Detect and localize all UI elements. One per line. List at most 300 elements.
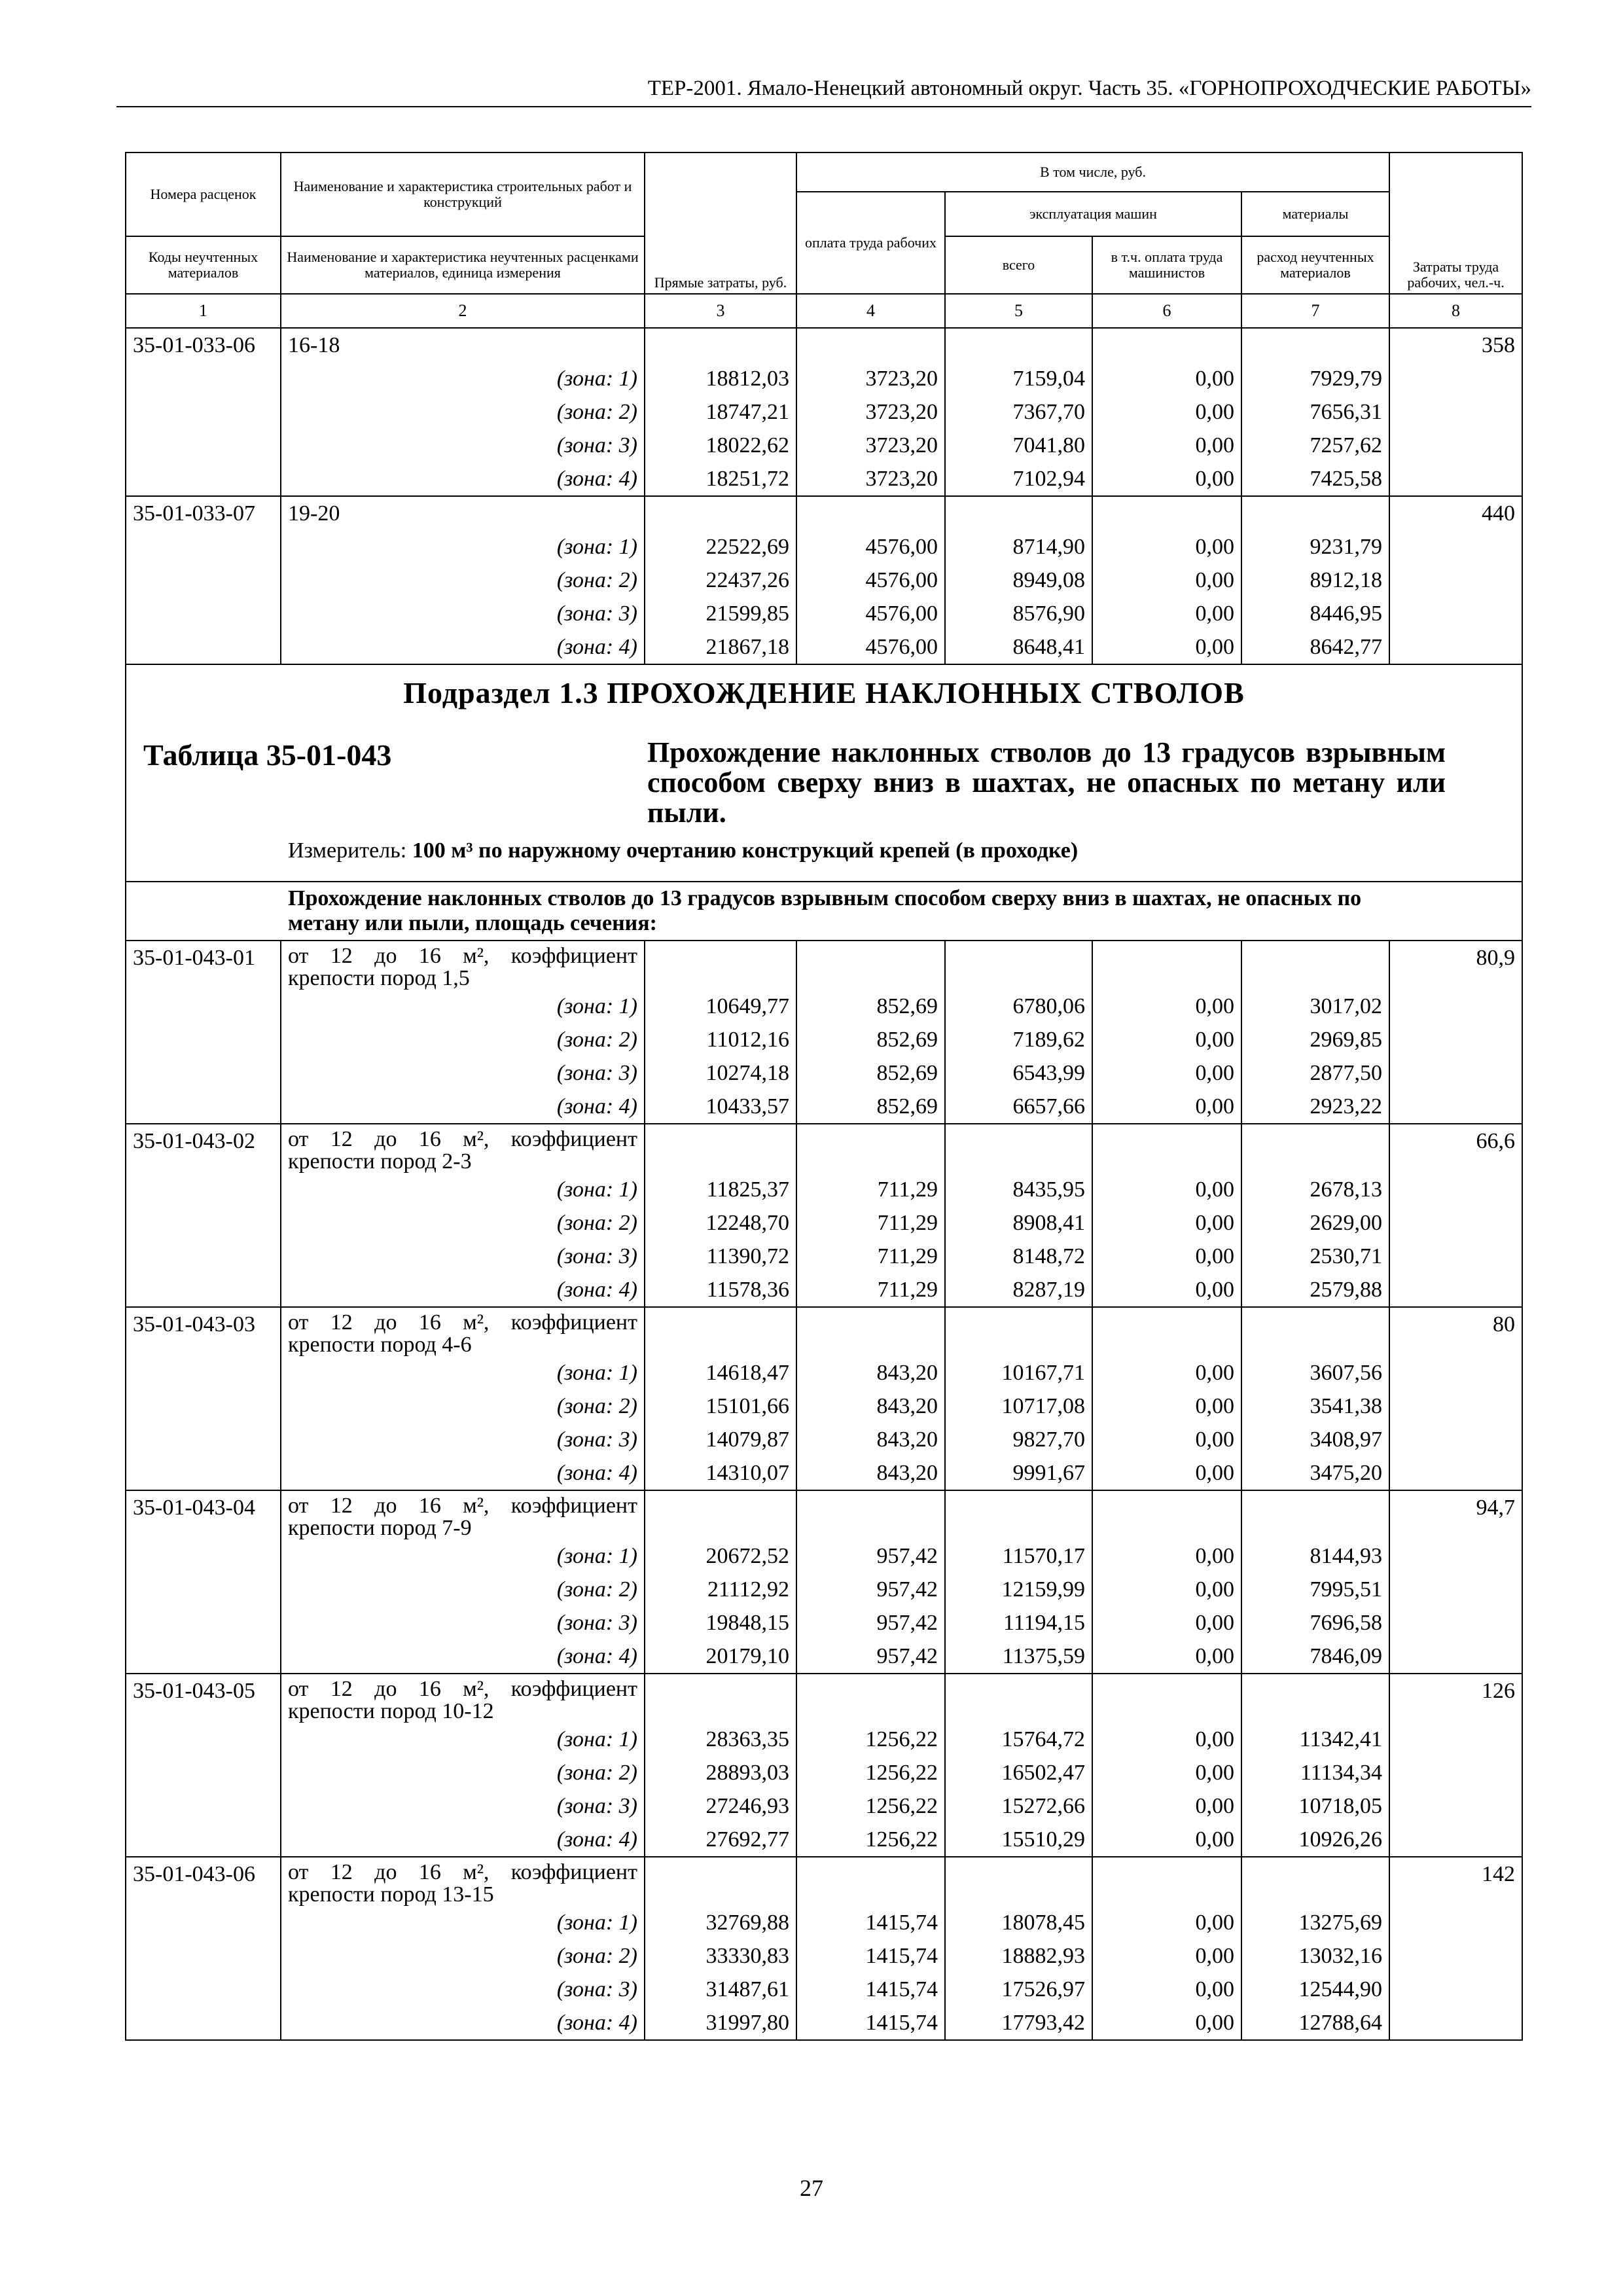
wages-cost: 1256,22 — [796, 1723, 945, 1756]
operators-cost: 0,00 — [1092, 395, 1241, 429]
wages-cost: 711,29 — [796, 1173, 945, 1206]
empty-cell — [645, 1124, 796, 1173]
machines-cost: 7367,70 — [945, 395, 1092, 429]
machines-cost: 15764,72 — [945, 1723, 1092, 1756]
operators-cost: 0,00 — [1092, 630, 1241, 664]
operators-cost: 0,00 — [1092, 2006, 1241, 2040]
empty-cell — [1092, 1674, 1241, 1723]
operators-cost: 0,00 — [1092, 530, 1241, 564]
table-number: Таблица 35-01-043 — [143, 738, 392, 772]
empty-cell — [796, 1674, 945, 1723]
empty-cell — [945, 1490, 1092, 1539]
machines-cost: 10717,08 — [945, 1390, 1092, 1423]
zone-label: (зона: 3) — [281, 1423, 645, 1456]
empty-cell — [1241, 496, 1389, 530]
materials-cost: 13032,16 — [1241, 1939, 1389, 1973]
machines-cost: 17793,42 — [945, 2006, 1092, 2040]
wages-cost: 843,20 — [796, 1423, 945, 1456]
labor-cost: 142 — [1389, 1857, 1522, 1906]
empty-cell — [126, 1056, 281, 1090]
materials-cost: 2579,88 — [1241, 1273, 1389, 1307]
machines-cost: 8714,90 — [945, 530, 1092, 564]
empty-cell — [1389, 1823, 1522, 1857]
empty-cell — [645, 1674, 796, 1723]
machines-cost: 6543,99 — [945, 1056, 1092, 1090]
empty-cell — [126, 1240, 281, 1273]
zone-label: (зона: 4) — [281, 1273, 645, 1307]
empty-cell — [1389, 1240, 1522, 1273]
empty-cell — [1092, 1490, 1241, 1539]
zone-label: (зона: 4) — [281, 1823, 645, 1857]
machines-cost: 8949,08 — [945, 564, 1092, 597]
empty-cell — [126, 429, 281, 462]
col-in-total: В том числе, руб. — [796, 152, 1389, 192]
machines-cost: 17526,97 — [945, 1973, 1092, 2006]
zone-row — [126, 1206, 1522, 1240]
wages-cost: 3723,20 — [796, 462, 945, 496]
table-body-top — [126, 328, 1522, 664]
operators-cost: 0,00 — [1092, 597, 1241, 630]
operators-cost: 0,00 — [1092, 1356, 1241, 1390]
table-header — [126, 152, 1522, 328]
empty-cell — [126, 1390, 281, 1423]
zone-label: (зона: 1) — [281, 1173, 645, 1206]
zone-label: (зона: 1) — [281, 530, 645, 564]
empty-cell — [1389, 1273, 1522, 1307]
empty-cell — [645, 496, 796, 530]
empty-cell — [1389, 1423, 1522, 1456]
wages-cost: 3723,20 — [796, 429, 945, 462]
operators-cost: 0,00 — [1092, 1756, 1241, 1789]
machines-cost: 9991,67 — [945, 1456, 1092, 1490]
direct-cost: 18812,03 — [645, 362, 796, 395]
rate-name: от 12 до 16 м², коэффициент крепости пород 2-3 — [281, 1124, 645, 1173]
materials-cost: 9231,79 — [1241, 530, 1389, 564]
direct-cost: 27246,93 — [645, 1789, 796, 1823]
zone-row — [126, 1023, 1522, 1056]
empty-cell — [645, 941, 796, 990]
empty-cell — [1092, 1307, 1241, 1356]
materials-cost: 10926,26 — [1241, 1823, 1389, 1857]
empty-cell — [1241, 1490, 1389, 1539]
direct-cost: 10649,77 — [645, 990, 796, 1023]
wages-cost: 1256,22 — [796, 1756, 945, 1789]
empty-cell — [126, 1823, 281, 1857]
empty-cell — [1389, 530, 1522, 564]
zone-label: (зона: 2) — [281, 1390, 645, 1423]
meter — [288, 838, 1522, 863]
direct-cost: 14618,47 — [645, 1356, 796, 1390]
empty-cell — [1389, 1756, 1522, 1789]
wages-cost: 4576,00 — [796, 564, 945, 597]
machines-cost: 18882,93 — [945, 1939, 1092, 1973]
empty-cell — [645, 1490, 796, 1539]
col-machines: эксплуатация машин — [945, 192, 1241, 236]
empty-cell — [126, 1906, 281, 1939]
zone-label: (зона: 4) — [281, 1090, 645, 1124]
col-material-codes: Коды неучтенных материалов — [126, 236, 281, 294]
rate-row — [126, 1307, 1522, 1356]
machines-cost: 7189,62 — [945, 1023, 1092, 1056]
operators-cost: 0,00 — [1092, 1573, 1241, 1606]
page-number: 27 — [800, 2175, 823, 2201]
labor-cost: 358 — [1389, 328, 1522, 362]
operators-cost: 0,00 — [1092, 1723, 1241, 1756]
rate-row — [126, 1124, 1522, 1173]
empty-cell — [126, 1456, 281, 1490]
machines-cost: 9827,70 — [945, 1423, 1092, 1456]
wages-cost: 843,20 — [796, 1456, 945, 1490]
materials-cost: 3541,38 — [1241, 1390, 1389, 1423]
empty-cell — [1389, 2006, 1522, 2040]
rate-name: от 12 до 16 м², коэффициент крепости пород 10-12 — [281, 1674, 645, 1723]
empty-cell — [1389, 630, 1522, 664]
empty-cell — [1389, 1356, 1522, 1390]
materials-cost: 8446,95 — [1241, 597, 1389, 630]
zone-label: (зона: 3) — [281, 1973, 645, 2006]
materials-cost: 12788,64 — [1241, 2006, 1389, 2040]
zone-row — [126, 1539, 1522, 1573]
machines-cost: 10167,71 — [945, 1356, 1092, 1390]
materials-cost: 10718,05 — [1241, 1789, 1389, 1823]
machines-cost: 15510,29 — [945, 1823, 1092, 1857]
empty-cell — [1241, 1857, 1389, 1906]
machines-cost: 12159,99 — [945, 1573, 1092, 1606]
empty-cell — [796, 1857, 945, 1906]
wages-cost: 957,42 — [796, 1573, 945, 1606]
empty-cell — [1389, 1056, 1522, 1090]
col-direct-costs: Прямые затраты, руб. — [645, 152, 796, 294]
wages-cost: 711,29 — [796, 1240, 945, 1273]
wages-cost: 1415,74 — [796, 2006, 945, 2040]
materials-cost: 13275,69 — [1241, 1906, 1389, 1939]
direct-cost: 31997,80 — [645, 2006, 796, 2040]
empty-cell — [796, 1490, 945, 1539]
materials-cost: 8642,77 — [1241, 630, 1389, 664]
operators-cost: 0,00 — [1092, 362, 1241, 395]
zone-label: (зона: 1) — [281, 1539, 645, 1573]
materials-cost: 3017,02 — [1241, 990, 1389, 1023]
zone-label: (зона: 1) — [281, 1723, 645, 1756]
machines-cost: 8908,41 — [945, 1206, 1092, 1240]
operators-cost: 0,00 — [1092, 1423, 1241, 1456]
materials-cost: 3475,20 — [1241, 1456, 1389, 1490]
materials-cost: 8144,93 — [1241, 1539, 1389, 1573]
empty-cell — [945, 1857, 1092, 1906]
col-materials-expense: расход неучтенных материалов — [1241, 236, 1389, 294]
rate-row — [126, 496, 1522, 530]
zone-row — [126, 1173, 1522, 1206]
direct-cost: 18022,62 — [645, 429, 796, 462]
empty-cell — [1389, 395, 1522, 429]
zone-row — [126, 2006, 1522, 2040]
zone-label: (зона: 1) — [281, 1356, 645, 1390]
empty-cell — [945, 328, 1092, 362]
direct-cost: 21599,85 — [645, 597, 796, 630]
machines-cost: 7041,80 — [945, 429, 1092, 462]
materials-cost: 2923,22 — [1241, 1090, 1389, 1124]
operators-cost: 0,00 — [1092, 1173, 1241, 1206]
empty-cell — [126, 1640, 281, 1674]
table-body-bottom — [126, 941, 1522, 2040]
wages-cost: 4576,00 — [796, 597, 945, 630]
col-rate-numbers: Номера расценок — [126, 152, 281, 236]
machines-cost: 11375,59 — [945, 1640, 1092, 1674]
rate-name: от 12 до 16 м², коэффициент крепости пород 1,5 — [281, 941, 645, 990]
wages-cost: 1415,74 — [796, 1973, 945, 2006]
direct-cost: 12248,70 — [645, 1206, 796, 1240]
operators-cost: 0,00 — [1092, 1789, 1241, 1823]
rate-code: 35-01-043-05 — [126, 1674, 281, 1723]
zone-label: (зона: 2) — [281, 1023, 645, 1056]
zone-label: (зона: 2) — [281, 1756, 645, 1789]
wages-cost: 852,69 — [796, 1056, 945, 1090]
materials-cost: 7257,62 — [1241, 429, 1389, 462]
zone-label: (зона: 3) — [281, 1240, 645, 1273]
empty-cell — [1241, 1307, 1389, 1356]
empty-cell — [126, 362, 281, 395]
empty-cell — [1092, 1124, 1241, 1173]
empty-cell — [126, 1423, 281, 1456]
empty-cell — [1092, 1857, 1241, 1906]
zone-label: (зона: 4) — [281, 1640, 645, 1674]
empty-cell — [945, 1674, 1092, 1723]
empty-cell — [1389, 362, 1522, 395]
zone-row — [126, 1723, 1522, 1756]
empty-cell — [1389, 1573, 1522, 1606]
zone-label: (зона: 2) — [281, 564, 645, 597]
operators-cost: 0,00 — [1092, 1240, 1241, 1273]
zone-row — [126, 1573, 1522, 1606]
machines-cost: 11194,15 — [945, 1606, 1092, 1640]
zone-row — [126, 1939, 1522, 1973]
zone-label: (зона: 1) — [281, 362, 645, 395]
direct-cost: 33330,83 — [645, 1939, 796, 1973]
empty-cell — [126, 1173, 281, 1206]
zone-row — [126, 429, 1522, 462]
direct-cost: 31487,61 — [645, 1973, 796, 2006]
zone-label: (зона: 2) — [281, 1206, 645, 1240]
rate-name: от 12 до 16 м², коэффициент крепости пород 4-6 — [281, 1307, 645, 1356]
machines-cost: 6780,06 — [945, 990, 1092, 1023]
rate-name: от 12 до 16 м², коэффициент крепости пород 7-9 — [281, 1490, 645, 1539]
machines-cost: 8435,95 — [945, 1173, 1092, 1206]
empty-cell — [1389, 1090, 1522, 1124]
zone-row — [126, 1823, 1522, 1857]
zone-row — [126, 597, 1522, 630]
empty-cell — [126, 1023, 281, 1056]
zone-row — [126, 362, 1522, 395]
col-number: 6 — [1092, 294, 1241, 328]
rate-code: 35-01-043-06 — [126, 1857, 281, 1906]
rate-row — [126, 1674, 1522, 1723]
wages-cost: 711,29 — [796, 1273, 945, 1307]
empty-cell — [126, 1789, 281, 1823]
machines-cost: 15272,66 — [945, 1789, 1092, 1823]
col-number: 7 — [1241, 294, 1389, 328]
empty-cell — [126, 1606, 281, 1640]
direct-cost: 11825,37 — [645, 1173, 796, 1206]
empty-cell — [1241, 328, 1389, 362]
machines-cost: 8576,90 — [945, 597, 1092, 630]
empty-cell — [126, 990, 281, 1023]
materials-cost: 7995,51 — [1241, 1573, 1389, 1606]
machines-cost: 16502,47 — [945, 1756, 1092, 1789]
col-number: 2 — [281, 294, 645, 328]
wages-cost: 1256,22 — [796, 1789, 945, 1823]
empty-cell — [126, 395, 281, 429]
zone-row — [126, 1456, 1522, 1490]
empty-cell — [645, 1857, 796, 1906]
zone-label: (зона: 2) — [281, 1939, 645, 1973]
rate-name: 19-20 — [281, 496, 645, 530]
operators-cost: 0,00 — [1092, 1640, 1241, 1674]
wages-cost: 4576,00 — [796, 630, 945, 664]
empty-cell — [126, 1756, 281, 1789]
operators-cost: 0,00 — [1092, 1206, 1241, 1240]
operators-cost: 0,00 — [1092, 1539, 1241, 1573]
materials-cost: 2530,71 — [1241, 1240, 1389, 1273]
col-number: 4 — [796, 294, 945, 328]
zone-label: (зона: 3) — [281, 597, 645, 630]
empty-cell — [126, 530, 281, 564]
operators-cost: 0,00 — [1092, 429, 1241, 462]
rate-row — [126, 1857, 1522, 1906]
rate-name: от 12 до 16 м², коэффициент крепости пород 13-15 — [281, 1857, 645, 1906]
labor-cost: 94,7 — [1389, 1490, 1522, 1539]
zone-row — [126, 990, 1522, 1023]
zone-label: (зона: 2) — [281, 1573, 645, 1606]
machines-cost: 7159,04 — [945, 362, 1092, 395]
empty-cell — [796, 1307, 945, 1356]
empty-cell — [1389, 1606, 1522, 1640]
wages-cost: 957,42 — [796, 1640, 945, 1674]
section-banner — [126, 664, 1522, 941]
empty-cell — [1389, 1456, 1522, 1490]
machines-cost: 8148,72 — [945, 1240, 1092, 1273]
zone-row — [126, 1640, 1522, 1674]
empty-cell — [945, 1307, 1092, 1356]
direct-cost: 10433,57 — [645, 1090, 796, 1124]
col-labor: Затраты труда рабочих, чел.-ч. — [1389, 152, 1522, 294]
zone-row — [126, 462, 1522, 496]
direct-cost: 11578,36 — [645, 1273, 796, 1307]
empty-cell — [1389, 1539, 1522, 1573]
empty-cell — [126, 630, 281, 664]
wages-cost: 852,69 — [796, 1090, 945, 1124]
wages-cost: 3723,20 — [796, 395, 945, 429]
wages-cost: 852,69 — [796, 1023, 945, 1056]
empty-cell — [945, 941, 1092, 990]
direct-cost: 10274,18 — [645, 1056, 796, 1090]
wages-cost: 843,20 — [796, 1390, 945, 1423]
empty-cell — [1389, 564, 1522, 597]
rate-code: 35-01-033-07 — [126, 496, 281, 530]
zone-row — [126, 1240, 1522, 1273]
empty-cell — [1092, 496, 1241, 530]
zone-row — [126, 564, 1522, 597]
zone-label: (зона: 1) — [281, 1906, 645, 1939]
labor-cost: 66,6 — [1389, 1124, 1522, 1173]
materials-cost: 7929,79 — [1241, 362, 1389, 395]
zone-label: (зона: 4) — [281, 1456, 645, 1490]
meter-label: Измеритель: — [288, 838, 407, 863]
zone-row — [126, 1756, 1522, 1789]
empty-cell — [796, 941, 945, 990]
direct-cost: 20672,52 — [645, 1539, 796, 1573]
col-number: 8 — [1389, 294, 1522, 328]
direct-cost: 21867,18 — [645, 630, 796, 664]
direct-cost: 21112,92 — [645, 1573, 796, 1606]
materials-cost: 2877,50 — [1241, 1056, 1389, 1090]
materials-cost: 8912,18 — [1241, 564, 1389, 597]
empty-cell — [1389, 1973, 1522, 2006]
materials-cost: 2969,85 — [1241, 1023, 1389, 1056]
zone-row — [126, 1273, 1522, 1307]
materials-cost: 2678,13 — [1241, 1173, 1389, 1206]
wages-cost: 957,42 — [796, 1606, 945, 1640]
empty-cell — [1389, 1939, 1522, 1973]
materials-cost: 3607,56 — [1241, 1356, 1389, 1390]
direct-cost: 14079,87 — [645, 1423, 796, 1456]
wages-cost: 843,20 — [796, 1356, 945, 1390]
table-name: Прохождение наклонных стволов до 13 градусов взрывным способом сверху вниз в шахтах, не опасных по метану или пыли. — [647, 736, 1446, 829]
zone-label: (зона: 4) — [281, 630, 645, 664]
empty-cell — [1389, 1390, 1522, 1423]
direct-cost: 20179,10 — [645, 1640, 796, 1674]
wages-cost: 1415,74 — [796, 1906, 945, 1939]
zone-label: (зона: 3) — [281, 1056, 645, 1090]
operators-cost: 0,00 — [1092, 1056, 1241, 1090]
operators-cost: 0,00 — [1092, 1456, 1241, 1490]
labor-cost: 80,9 — [1389, 941, 1522, 990]
empty-cell — [645, 1307, 796, 1356]
empty-cell — [1389, 1789, 1522, 1823]
empty-cell — [126, 1206, 281, 1240]
empty-cell — [1389, 1906, 1522, 1939]
operators-cost: 0,00 — [1092, 1606, 1241, 1640]
empty-cell — [126, 1356, 281, 1390]
zone-row — [126, 1356, 1522, 1390]
empty-cell — [796, 1124, 945, 1173]
direct-cost: 22522,69 — [645, 530, 796, 564]
materials-cost: 2629,00 — [1241, 1206, 1389, 1240]
col-operators-wages: в т.ч. оплата труда машинистов — [1092, 236, 1241, 294]
materials-cost: 11134,34 — [1241, 1756, 1389, 1789]
empty-cell — [1241, 1124, 1389, 1173]
wages-cost: 1256,22 — [796, 1823, 945, 1857]
zone-label: (зона: 3) — [281, 1606, 645, 1640]
condition-text: Прохождение наклонных стволов до 13 градусов взрывным способом сверху вниз в шахтах, не опасных по метану или пыли, площадь сечения: — [126, 882, 1522, 941]
wages-cost: 711,29 — [796, 1206, 945, 1240]
materials-cost: 3408,97 — [1241, 1423, 1389, 1456]
operators-cost: 0,00 — [1092, 1023, 1241, 1056]
wages-cost: 1415,74 — [796, 1939, 945, 1973]
direct-cost: 15101,66 — [645, 1390, 796, 1423]
empty-cell — [1389, 990, 1522, 1023]
empty-cell — [796, 328, 945, 362]
rate-row — [126, 328, 1522, 362]
empty-cell — [126, 2006, 281, 2040]
rate-code: 35-01-043-02 — [126, 1124, 281, 1173]
empty-cell — [945, 496, 1092, 530]
zone-row — [126, 630, 1522, 664]
materials-cost: 7425,58 — [1241, 462, 1389, 496]
rate-code: 35-01-033-06 — [126, 328, 281, 362]
empty-cell — [126, 564, 281, 597]
zone-label: (зона: 3) — [281, 429, 645, 462]
col-number: 5 — [945, 294, 1092, 328]
